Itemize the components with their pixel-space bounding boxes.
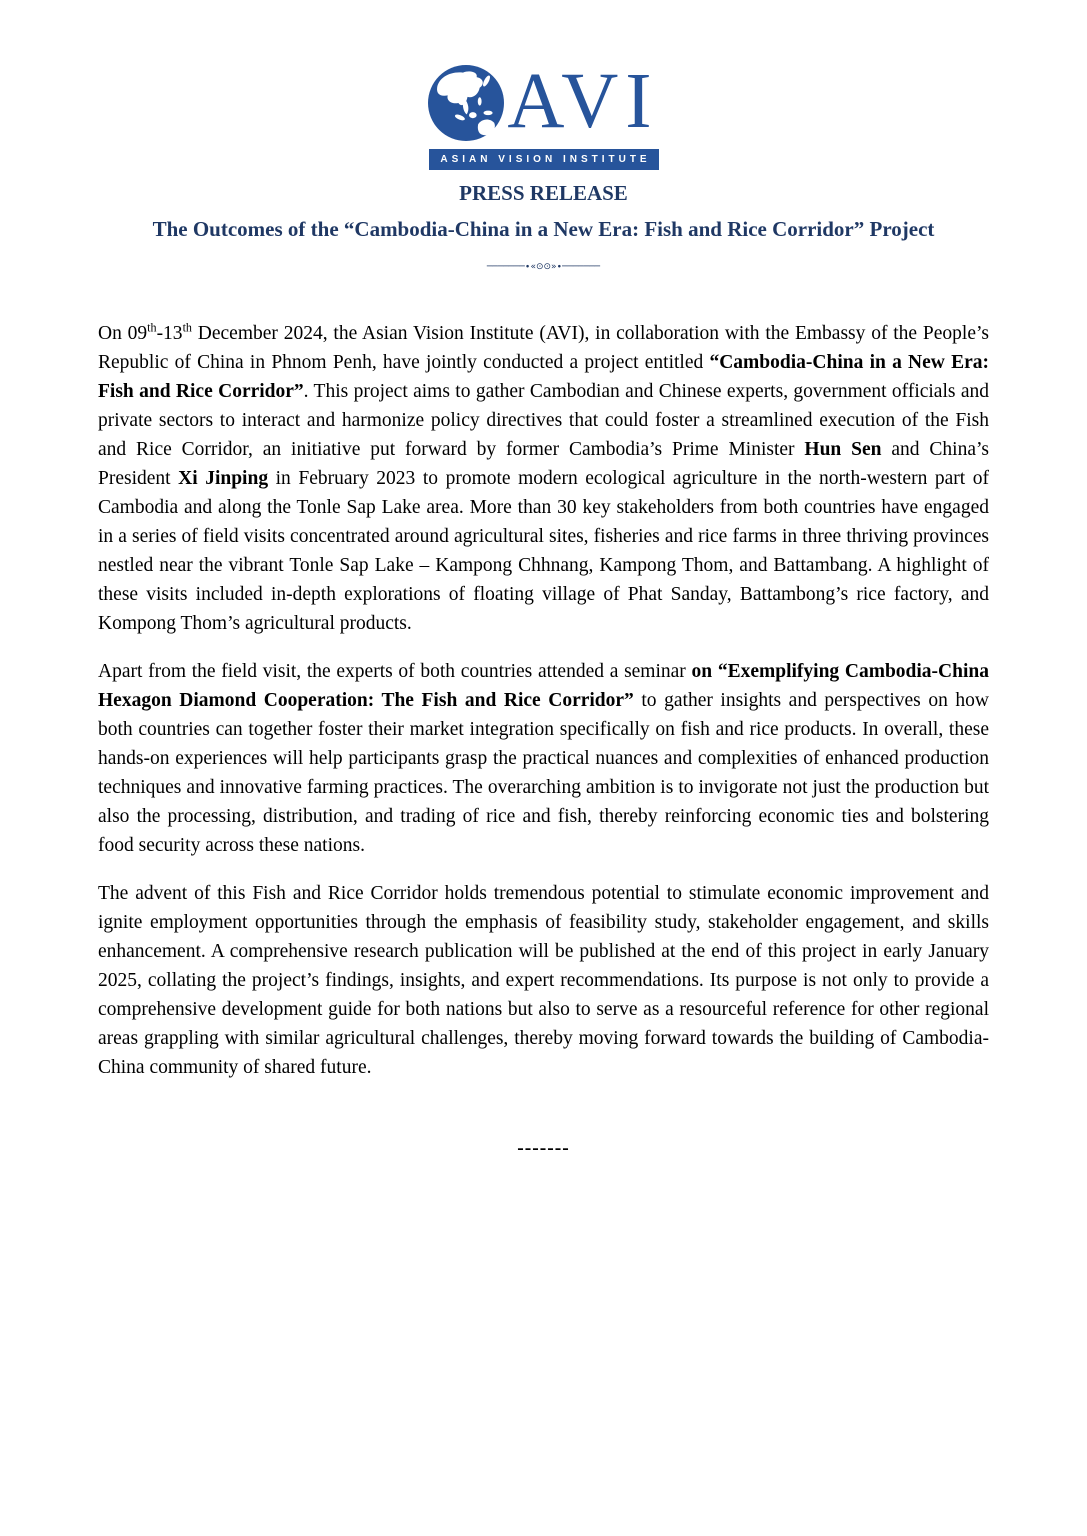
ornamental-divider: ───────∙«⊙⊙»∙─────── xyxy=(486,262,601,273)
avi-masthead xyxy=(429,57,659,170)
paragraph-3: The advent of this Fish and Rice Corridor holds tremendous potential to stimulate economic improvement and ignite employment opportunities through the emphasis of feasibility study, stakeholder engagement, and skills enhancement. A comprehensive research publication will be published at the end of this project in early January 2025, collating the project’s findings, insights, and expert recommendations. Its purpose is not only to provide a comprehensive development guide for both nations but also to serve as a resourceful reference for other regional areas grappling with similar agricultural challenges, thereby moving forward towards the building of Cambodia-China community of shared future. xyxy=(98,883,989,1079)
press-release-heading: PRESS RELEASE xyxy=(459,181,628,205)
avi-logo xyxy=(429,57,659,145)
logo-acronym: AVI xyxy=(507,57,659,145)
globe-asia-icon xyxy=(428,65,504,141)
paragraph-2: Apart from the field visit, the experts of both countries attended a seminar on “Exemplifying Cambodia-China Hexagon Diamond Cooperation: The Fish and Rice Corridor” to gather insights and perspectives on how both countries can together foster their market integration specifically on fish and rice products. In overall, these hands-on experiences will help participants grasp the practical nuances and complexities of enhanced production techniques and innovative farming practices. The overarching ambition is to invigorate not just the production but also the processing, distribution, and trading of rice and fish, thereby reinforcing economic ties and bolstering food security across these nations. xyxy=(98,661,989,857)
document-body xyxy=(98,319,989,1082)
logo-banner-text: ASIAN VISION INSTITUTE xyxy=(429,149,659,170)
paragraph-1: On 09th-13th December 2024, the Asian Vision Institute (AVI), in collaboration with the Embassy of the People’s Republic of China in Phnom Penh, have jointly conducted a project entitled “Cambodia-China in a New Era: Fish and Rice Corridor”. This project aims to gather Cambodian and Chinese experts, government officials and private sectors to interact and harmonize policy directives that could foster a streamlined execution of the Fish and Rice Corridor, an initiative put forward by former Cambodia’s Prime Minister Hun Sen and China’s President Xi Jinping in February 2023 to promote modern ecological agriculture in the north-western part of Cambodia and along the Tonle Sap Lake area. More than 30 key stakeholders from both countries have engaged in a series of field visits concentrated around agricultural sites, fisheries and rice farms in three thriving provinces nestled near the vibrant Tonle Sap Lake – Kampong Chhnang, Kampong Thom, and Battambang. A highlight of these visits included in-depth explorations of floating village of Phat Sanday, Battambong’s rice factory, and Kompong Thom’s agricultural products. xyxy=(98,320,990,635)
end-of-release-mark: ------- xyxy=(517,1138,570,1160)
document-title: The Outcomes of the “Cambodia-China in a New Era: Fish and Rice Corridor” Project xyxy=(152,217,935,242)
